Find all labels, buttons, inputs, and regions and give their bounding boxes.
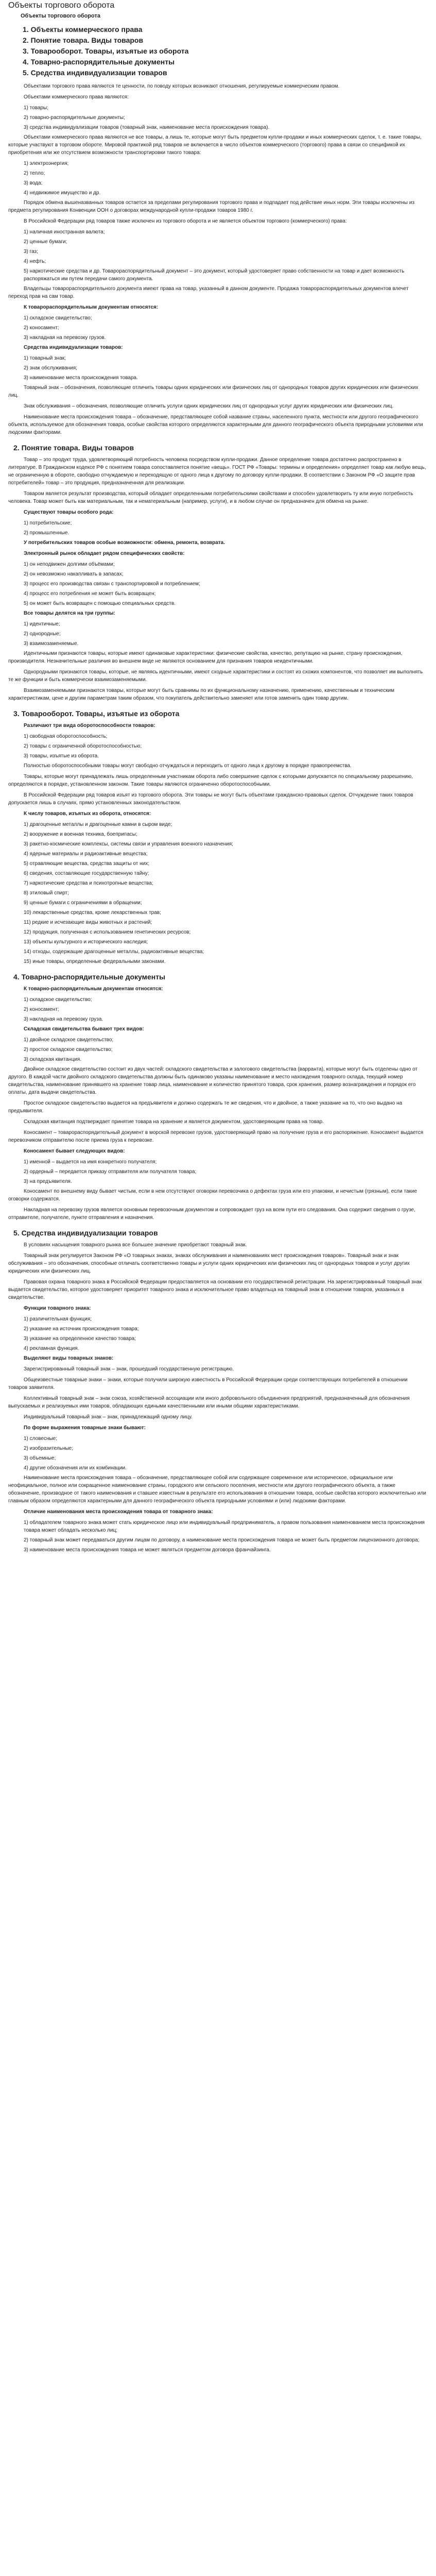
paragraph: Товарный знак – обозначения, позволяющие отличить товары одних юридических или физических лиц от однородных товаров других юридических или физических лиц. xyxy=(8,385,418,398)
paragraph-heading: Функции товарного знака: xyxy=(24,1306,91,1311)
paragraph: Наименование места происхождения товара – обозначение, представляющее собой или содержащее современное или историческое, официальное или неофициальное, полное или сокращенное наименование страны, городского или сельского поселения, местности или другого географического объекта, а также обозначение, производное от такого наименования и ставшее известным в результате его использования в отношении товара, особые свойства которого исключительно или главным образом определяются характерными для данного географического объекта природными условиями и (или) людскими факторами. xyxy=(8,1475,426,1504)
list-item: 2) знак обслуживания; xyxy=(24,365,77,371)
paragraph: В Российской Федерации ряд товаров также исключен из торгового оборота и не является объектом торгового (коммерческого) права: xyxy=(24,218,347,224)
list-item: 13) объекты культурного и исторического наследия; xyxy=(24,939,148,945)
list-item: 3) наименование места происхождения товара не может являться предметом договора франчайзинга. xyxy=(24,1547,271,1553)
paragraph-heading: Различают три вида оборотоспособности товаров: xyxy=(24,723,155,728)
paragraph-heading: Отличие наименования места происхождения товара от товарного знака: xyxy=(24,1509,213,1515)
list-item: 9) ценные бумаги с ограничениями в обращении; xyxy=(24,900,142,906)
page-title: Объекты торгового оборота xyxy=(8,1,115,10)
paragraph: Общеизвестные товарные знаки – знаки, которые получили широкую известность в Российской Федерации среди соответствующих потребителей в отношении товаров заявителя. xyxy=(8,1377,408,1391)
list-item: 3) вода; xyxy=(24,180,43,186)
paragraph: Коносамент по внешнему виду бывает чистым, если в нем отсутствуют оговорки перевозчика о дефектах груза или его упаковки, и нечистым (грязным), если такие оговорки содержатся. xyxy=(8,1189,417,1202)
list-item: 12) продукция, полученная с использованием генетических ресурсов; xyxy=(24,929,191,935)
paragraph: Коносамент – товарораспорядительный документ в морской перевозке грузов, удостоверяющий право на получение груза и его распоряжение. Коносамент выдается перевозчиком отправителю после приема груза к перевозке. xyxy=(8,1130,424,1143)
section-heading: 4. Товарно-распорядительные документы xyxy=(13,973,166,981)
list-item: 1) драгоценные металлы и драгоценные камни в сыром виде; xyxy=(24,822,172,827)
list-item: 2) изобразительные; xyxy=(24,1446,73,1451)
list-item: 3) на предъявителя. xyxy=(24,1179,72,1184)
list-item: 2) коносамент; xyxy=(24,1007,59,1012)
paragraph: Складская квитанция подтверждает принятие товара на хранение и является документом, удостоверяющим права на товар. xyxy=(24,1119,324,1125)
list-item: 2) простое складское свидетельство; xyxy=(24,1047,113,1053)
toc-item: 5. Средства индивидуализации товаров xyxy=(23,69,167,77)
paragraph: Объектами коммерческого права являются: xyxy=(24,94,129,100)
paragraph: Объектами коммерческого права являются не все товары, а лишь те, которые могут быть предметом купли-продажи и иных коммерческих сделок, т. е. такие товары, которые участвуют в торговом обороте. Мировой практикой ряд товаров не включается в число объектов коммерческого (торгового) права в связи со спецификой их приобретения или же отсутствием возможности транспортировки такого товара: xyxy=(8,134,422,156)
section-heading: 3. Товарооборот. Товары, изъятые из оборота xyxy=(13,709,180,718)
list-item: 5) наркотические средства и др. Товарораспорядительный документ – это документ, который удостоверяет право собственности на товар и дает возможность распоряжаться им путем передачи самого документа. xyxy=(24,268,405,282)
list-item: 4) нефть; xyxy=(24,259,46,264)
list-item: 4) ядерные материалы и радиоактивные вещества; xyxy=(24,851,148,857)
paragraph-heading: Средства индивидуализации товаров: xyxy=(24,345,123,350)
list-item: 3) объемные; xyxy=(24,1455,56,1461)
paragraph-heading: По форме выражения товарные знаки бывают: xyxy=(24,1425,146,1431)
list-item: 2) вооружение и военная техника, боеприпасы; xyxy=(24,832,137,837)
list-item: 3) складская квитанция. xyxy=(24,1057,82,1062)
list-item: 4) недвижимое имущество и др. xyxy=(24,190,101,196)
paragraph: Зарегистрированный товарный знак – знак, прошедший государственную регистрацию. xyxy=(24,1366,234,1372)
section-heading: 5. Средства индивидуализации товаров xyxy=(13,1229,158,1237)
list-item: 1) он неподвижен долгими объёмами; xyxy=(24,562,115,567)
toc-item: 2. Понятие товара. Виды товаров xyxy=(23,36,144,44)
list-item: 3) товары, изъятые из оборота. xyxy=(24,753,99,759)
list-item: 1) потребительские; xyxy=(24,520,72,526)
list-item: 1) товары; xyxy=(24,105,48,111)
list-item: 2) товарный знак может передаваться другим лицам по договору, а наименование места происхождения товара не может быть предметом лицензионного договора; xyxy=(24,1537,420,1543)
paragraph-heading: К товарно-распорядительным документам относятся: xyxy=(24,986,163,992)
list-item: 2) указание на источник происхождения товара; xyxy=(24,1326,139,1332)
list-item: 1) двойное складское свидетельство; xyxy=(24,1037,114,1043)
list-item: 3) наименование места происхождения товара. xyxy=(24,375,138,381)
list-item: 2) товарно-распорядительные документы; xyxy=(24,115,125,121)
toc-item: 4. Товарно-распорядительные документы xyxy=(23,58,175,66)
toc-item: 1. Объекты коммерческого права xyxy=(23,25,143,33)
list-item: 1) наличная иностранная валюта; xyxy=(24,229,105,235)
paragraph: Коллективный товарный знак – знак союза, хозяйственной ассоциации или иного добровольного объединения предприятий, предназначенный для обозначения выпускаемых и реализуемых ими товаров, обладающих едиными качественными или иными общими характеристиками. xyxy=(8,1396,410,1409)
list-item: 1) обладателем товарного знака может стать юридическое лицо или индивидуальный предприниматель, а правом пользования наименованием места происхождения товара может обладать несколько лиц; xyxy=(24,1520,425,1533)
list-item: 1) свободная оборотоспособность; xyxy=(24,734,108,739)
list-item: 3) указание на определенное качество товара; xyxy=(24,1336,136,1342)
list-item: 1) электроэнергия; xyxy=(24,161,69,166)
paragraph-heading: К товарораспорядительным документам относятся: xyxy=(24,304,159,310)
list-item: 14) отходы, содержащие драгоценные металлы, радиоактивные вещества; xyxy=(24,949,204,955)
list-item: 2) коносамент; xyxy=(24,325,59,331)
list-item: 4) рекламная функция. xyxy=(24,1346,79,1351)
paragraph: Товар – это продукт труда, удовлетворяющий потребность человека посредством купли-продажи. Данное определение товара достаточно распространено в литературе. В Гражданском кодексе РФ с понятием товара сопоставляется понятие «вещь». ГОСТ РФ «Товары: термины и определения» определяет товар как любую вещь, не ограниченную в обороте, свободно отчуждаемую и переходящую от одного лица к другому по договору купли-продажи. В соответствии с Законом РФ «О защите прав потребителей» товар – это продукция, предназначенная для реализации. xyxy=(8,457,426,486)
paragraph-heading: Существуют товары особого рода: xyxy=(24,510,114,515)
list-item: 2) товары с ограниченной оборотоспособностью; xyxy=(24,743,142,749)
paragraph-heading: Электронный рынок обладает рядом специфических свойств: xyxy=(24,551,185,556)
paragraph: Индивидуальный товарный знак – знак, принадлежащий одному лицу. xyxy=(24,1414,193,1420)
paragraph: Правовая охрана товарного знака в Российской Федерации предоставляется на основании его государственной регистрации. На зарегистрированный товарный знак выдается свидетельство, которое удостоверяет приоритет товарного знака и исключительное право владельца на товарный знак в отношении товаров, указанных в свидетельстве. xyxy=(8,1279,422,1300)
paragraph-heading: Коносамент бывает следующих видов: xyxy=(24,1148,125,1154)
list-item: 3) средства индивидуализации товаров (товарный знак, наименование места происхождения товара). xyxy=(24,125,270,130)
paragraph: Взаимозаменяемыми признаются товары, которые могут быть сравнимы по их функциональному назначению, применению, качественным и техническим характеристикам, цене и другим параметрам таким образом, что покупатель действительно заменяет или готов заменить один товар другим. xyxy=(8,688,395,701)
list-item: 3) газ; xyxy=(24,249,38,255)
list-item: 1) словесные; xyxy=(24,1436,57,1442)
list-item: 1) идентичные; xyxy=(24,621,60,627)
paragraph: Владельцы товарораспорядительного документа имеют права на товар, указанный в данном документе. Продажа товарораспорядительных документов влечет переход прав на сам товар. xyxy=(8,286,409,299)
list-item: 6) сведения, составляющие государственную тайну; xyxy=(24,871,149,876)
list-item: 1) товарный знак; xyxy=(24,355,66,361)
list-item: 2) промышленные. xyxy=(24,530,69,536)
list-item: 10) лекарственные средства, кроме лекарственных трав; xyxy=(24,910,161,916)
paragraph: Знак обслуживания – обозначения, позволяющие отличить услуги одних юридических лиц от однородных услуг других юридических или физических лиц. xyxy=(24,403,394,409)
list-item: 5) отравляющие вещества, средства защиты от них; xyxy=(24,861,149,867)
list-item: 1) различительная функция; xyxy=(24,1316,92,1322)
paragraph: Идентичными признаются товары, которые имеют одинаковые характеристики: физические свойства, качество, репутацию на рынке, страну происхождения, производителя. Незначительные различия во внешнем виде не являются основанием для признания товаров неидентичными. xyxy=(8,651,403,664)
list-item: 2) однородные; xyxy=(24,631,61,637)
section-heading: 2. Понятие товара. Виды товаров xyxy=(13,444,134,452)
paragraph: Порядок обмена вышеназванных товаров остается за пределами регулирования торгового права и подпадает под действие иных норм. Эти товары исключены из предмета регулирования Конвенции ООН о договорах международной купли-продажи товаров 1980 г. xyxy=(8,200,415,213)
list-item: 3) взаимозаменяемые. xyxy=(24,641,79,647)
list-item: 2) тепло; xyxy=(24,171,45,176)
list-item: 3) накладная на перевозку грузов. xyxy=(24,335,106,341)
document-body xyxy=(8,82,428,1554)
list-item: 2) ценные бумаги; xyxy=(24,239,67,245)
paragraph-heading: Складская свидетельства бывают трех видов: xyxy=(24,1026,144,1032)
paragraph: Однородными признаются товары, которые, не являясь идентичными, имеют сходные характеристики и состоят из схожих компонентов, что позволяет им выполнять те же функции и быть коммерчески взаимозаменяемыми. xyxy=(8,669,423,683)
paragraph: Товарный знак регулируется Законом РФ «О товарных знаках, знаках обслуживания и наименованиях мест происхождения товаров». Товарный знак и знак обслуживания – это обозначения, способные отличать соответственно товары и услуги одних юридических или физических лиц от однородных товаров и услуг других юридических или физических лиц. xyxy=(8,1253,410,1274)
paragraph-heading: К числу товаров, изъятых из оборота, относятся: xyxy=(24,811,151,817)
toc-item: 3. Товарооборот. Товары, изъятые из оборота xyxy=(23,47,189,55)
list-item: 2) он невозможно накапливать в запасах; xyxy=(24,571,124,577)
list-item: 1) складское свидетельство; xyxy=(24,997,92,1003)
list-item: 1) именной – выдается на имя конкретного получателя; xyxy=(24,1159,157,1165)
paragraph: Наименование места происхождения товара – обозначение, представляющее собой название страны, населенного пункта, местности или другого географического объекта, используемое для обозначения товара, особые свойства которого определяются характерными для данного географического объекта природными условиями или людскими факторами. xyxy=(8,414,423,435)
list-item: 3) накладная на перевозку груза. xyxy=(24,1016,103,1022)
paragraph: Объектами торгового права являются те ценности, по поводу которых возникают отношения, регулируемые коммерческим правом. xyxy=(24,83,340,89)
list-item: 15) иные товары, определенные федеральными законами. xyxy=(24,959,166,964)
list-item: 2) ордерный – передается приказу отправителя или получателя товара; xyxy=(24,1169,197,1175)
paragraph-heading: Все товары делятся на три группы: xyxy=(24,611,116,616)
list-item: 1) складское свидетельство; xyxy=(24,315,92,321)
list-item: 3) процесс его производства связан с транспортировкой и потреблением; xyxy=(24,581,200,587)
paragraph: Накладная на перевозку грузов является основным перевозочным документом и сопровождает груз на всем пути его следования. Она содержит сведения о грузе, отправителе, получателе, пункте отправления и назначения. xyxy=(8,1207,415,1221)
list-item: 4) другие обозначения или их комбинации. xyxy=(24,1465,127,1471)
list-item: 7) наркотические средства и психотропные вещества; xyxy=(24,880,153,886)
paragraph: В условиях насыщения товарного рынка все большее значение приобретают товарный знак. xyxy=(24,1242,247,1248)
paragraph: В Российской Федерации ряд товаров изъят из торгового оборота. Эти товары не могут быть объектами гражданско-правовых сделок. Отчуждение таких товаров допускается лишь в случаях, прямо установленных законодательством. xyxy=(8,792,413,806)
paragraph: Товары, которые могут принадлежать лишь определенным участникам оборота либо совершение сделок с которыми допускается по специальному разрешению, определяются в порядке, установленном законом. Такие товары являются ограниченно оборотоспособными. xyxy=(8,774,413,787)
paragraph: Полностью оборотоспособными товары могут свободно отчуждаться и переходить от одного лица к другому в порядке правопреемства. xyxy=(24,763,352,769)
document-subtitle: Объекты торгового оборота xyxy=(21,13,100,19)
list-item: 11) редкие и исчезающие виды животных и растений; xyxy=(24,920,152,925)
paragraph: Двойное складское свидетельство состоит из двух частей: складского свидетельства и залогового свидетельства (варранта), которые могут быть отделены одно от другого. В каждой части двойного складского свидетельства должны быть одинаково указаны наименование и место нахождения товарного склада, текущий номер свидетельства, наименование принявшего на хранение товар лица, наименование и количество принятого товара, срок хранения, размер вознаграждения и порядок его оплаты, дата выдачи свидетельства. xyxy=(8,1066,418,1095)
list-item: 8) этиловый спирт; xyxy=(24,890,69,896)
list-item: 4) процесс его потребления не может быть возвращен; xyxy=(24,591,156,597)
table-of-contents xyxy=(23,24,428,78)
paragraph-heading: У потребительских товаров особые возможности: обмена, ремонта, возврата. xyxy=(24,540,225,546)
paragraph: Товаром является результат производства, который обладает определенными потребительскими свойствами и способен удовлетворить ту или иную потребность человека. Товар может быть как материальным, так и нематериальным (например, услуги), и в любом случае он предназначен для обмена на рынке. xyxy=(8,491,413,504)
list-item: 5) он может быть возвращен с помощью специальных средств. xyxy=(24,601,176,606)
paragraph: Простое складское свидетельство выдается на предъявителя и должно содержать те же сведения, что и двойное, а также указание на то, что оно выдано на предъявителя. xyxy=(8,1100,403,1114)
paragraph-heading: Выделяют виды товарных знаков: xyxy=(24,1355,114,1361)
list-item: 3) ракетно-космические комплексы, системы связи и управления военного назначения; xyxy=(24,841,233,847)
